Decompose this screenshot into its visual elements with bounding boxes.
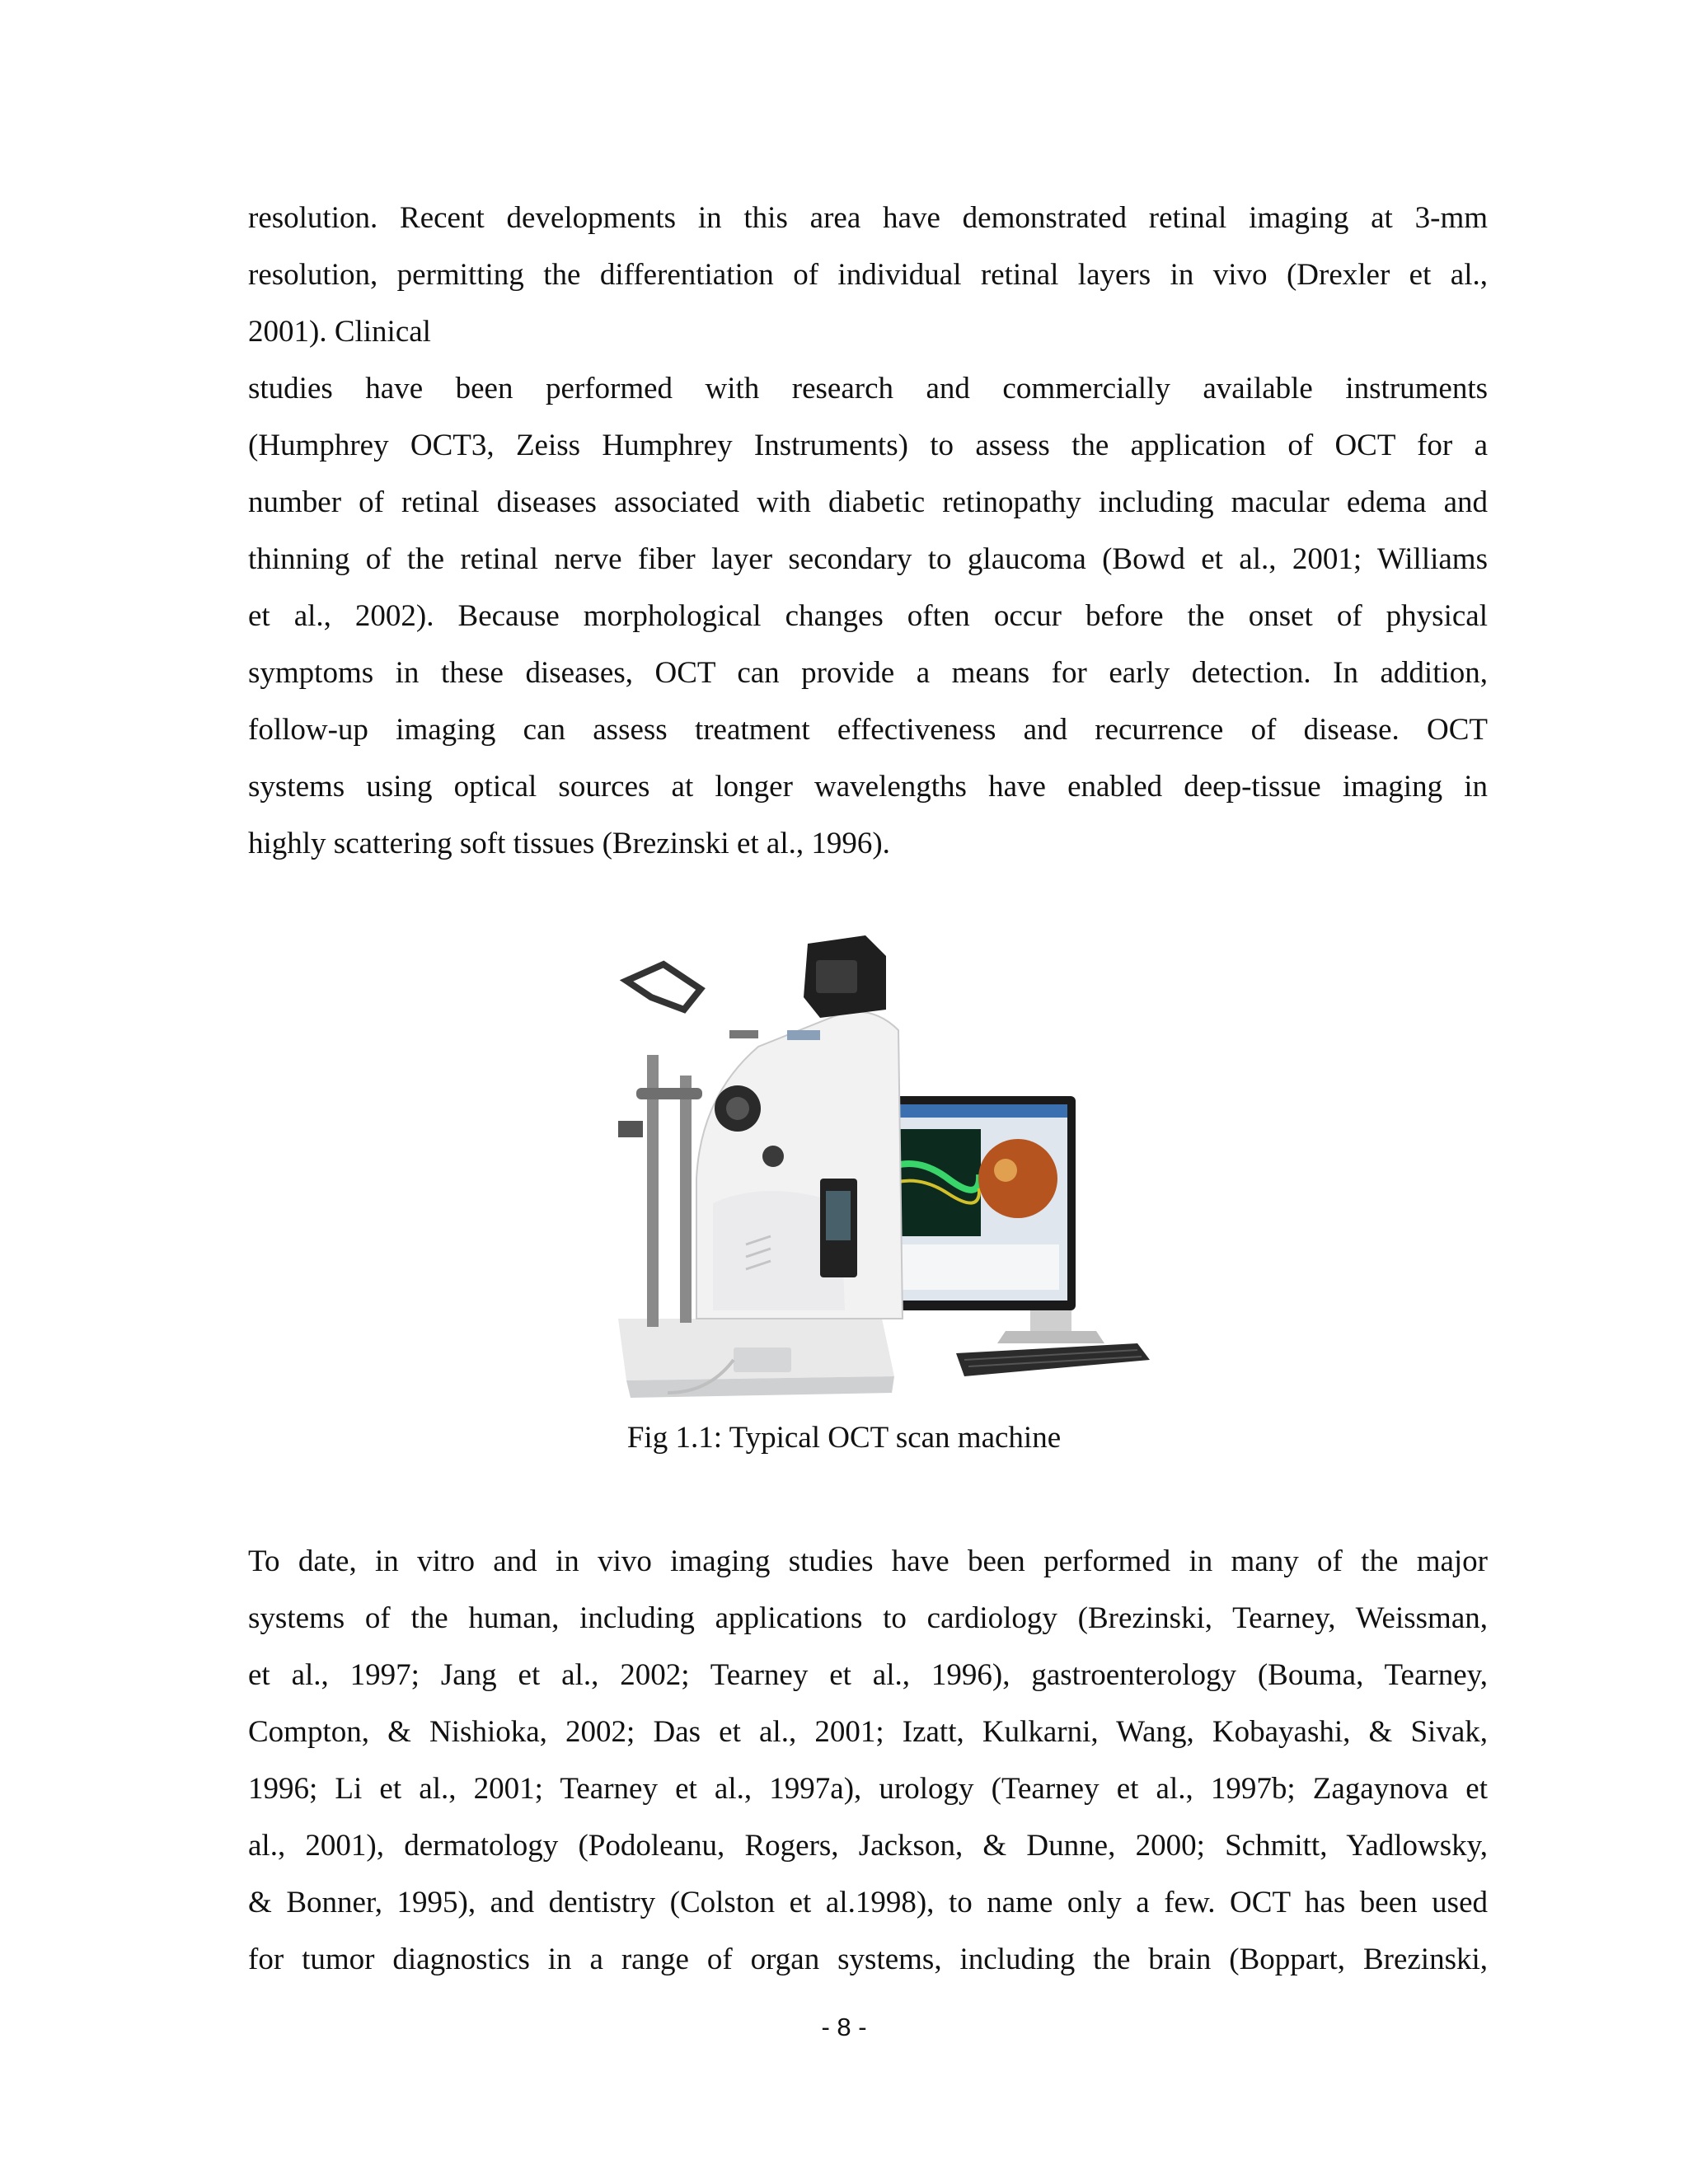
text-line: highly scattering soft tissues (Brezinski et al., 1996). bbox=[248, 827, 890, 860]
paragraph-oct-applications bbox=[248, 1533, 1488, 1988]
text-line: Compton, & Nishioka, 2002; Das et al., 2001; Izatt, Kulkarni, Wang, Kobayashi, & Sivak, bbox=[248, 1715, 1488, 1749]
paragraph-retinal-imaging bbox=[248, 190, 1488, 872]
text-line: follow-up imaging can assess treatment effectiveness and recurrence of disease. OCT bbox=[248, 713, 1488, 747]
text-line: for tumor diagnostics in a range of organ systems, including the brain (Boppart, Brezinski, bbox=[248, 1943, 1488, 1976]
text-line: resolution. Recent developments in this area have demonstrated retinal imaging at 3-mm bbox=[248, 201, 1488, 235]
text-line: 1996; Li et al., 2001; Tearney et al., 1997a), urology (Tearney et al., 1997b; Zagaynova et bbox=[248, 1772, 1488, 1806]
text-line: number of retinal diseases associated with diabetic retinopathy including macular edema and bbox=[248, 485, 1488, 519]
text-line: 2001). Clinical bbox=[248, 315, 431, 349]
page-number: - 8 - bbox=[821, 2013, 867, 2041]
text-line: systems of the human, including applications to cardiology (Brezinski, Tearney, Weissman, bbox=[248, 1601, 1488, 1635]
text-line: symptoms in these diseases, OCT can provide a means for early detection. In addition, bbox=[248, 656, 1488, 690]
text-line: To date, in vitro and in vivo imaging studies have been performed in many of the major bbox=[248, 1544, 1488, 1578]
oct-machine-figure bbox=[569, 931, 1162, 1409]
text-line: al., 2001), dermatology (Podoleanu, Rogers, Jackson, & Dunne, 2000; Schmitt, Yadlowsky, bbox=[248, 1829, 1488, 1863]
text-line: systems using optical sources at longer wavelengths have enabled deep-tissue imaging in bbox=[248, 770, 1488, 804]
text-line: et al., 2002). Because morphological changes often occur before the onset of physical bbox=[248, 599, 1488, 633]
text-line: & Bonner, 1995), and dentistry (Colston et al.1998), to name only a few. OCT has been used bbox=[248, 1886, 1488, 1919]
text-line: (Humphrey OCT3, Zeiss Humphrey Instruments) to assess the application of OCT for a bbox=[248, 429, 1488, 462]
text-line: studies have been performed with research and commercially available instruments bbox=[248, 372, 1488, 405]
text-line: et al., 1997; Jang et al., 2002; Tearney et al., 1996), gastroenterology (Bouma, Tearney, bbox=[248, 1658, 1488, 1692]
oct-machine-image bbox=[569, 931, 1162, 1409]
figure-caption: Fig 1.1: Typical OCT scan machine bbox=[626, 1421, 1062, 1455]
text-line: resolution, permitting the differentiation of individual retinal layers in vivo (Drexler et al., bbox=[248, 258, 1488, 292]
text-line: thinning of the retinal nerve fiber layer secondary to glaucoma (Bowd et al., 2001; Williams bbox=[248, 542, 1488, 576]
